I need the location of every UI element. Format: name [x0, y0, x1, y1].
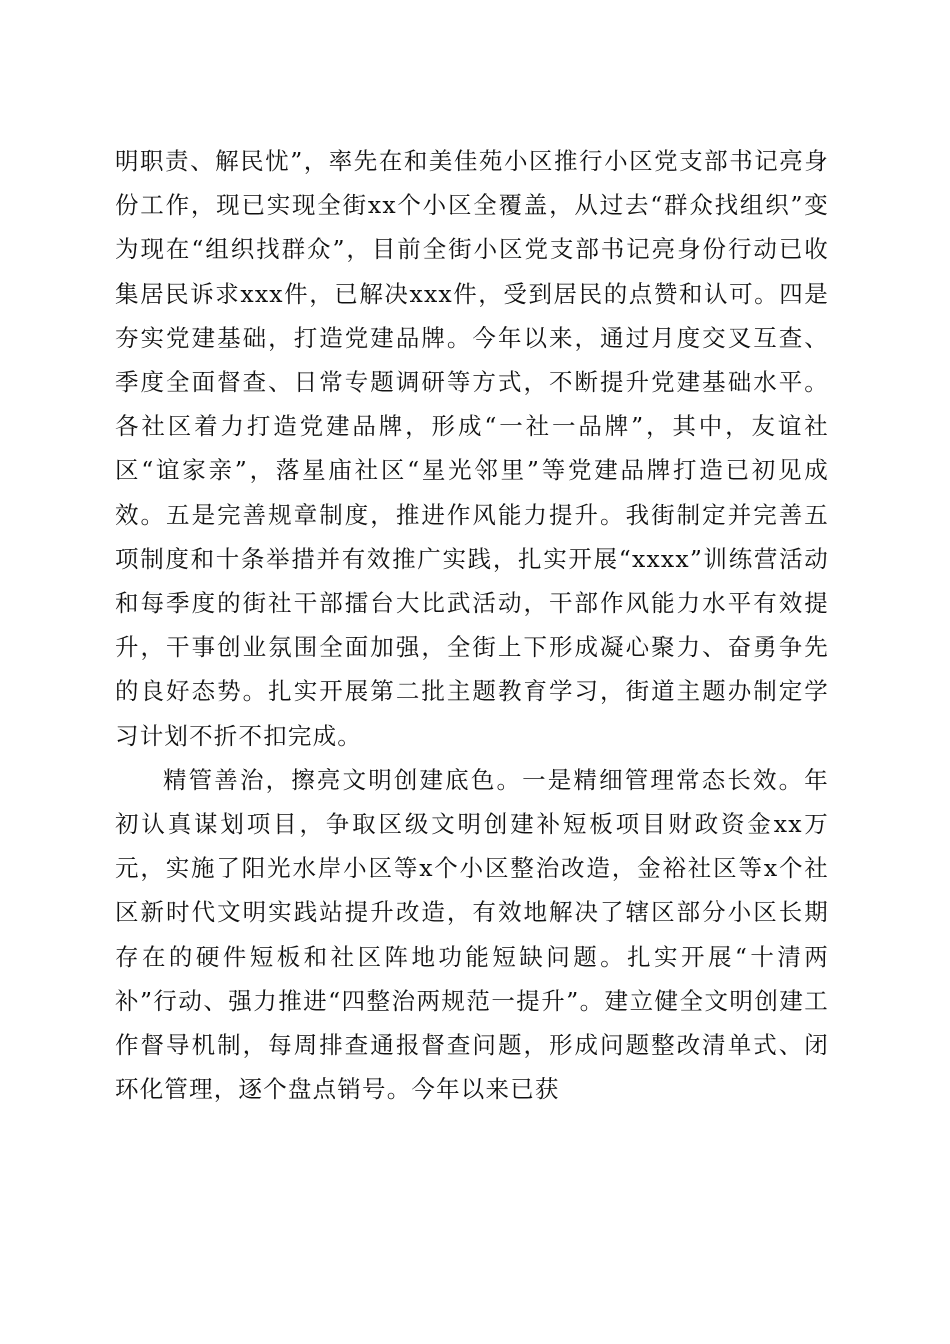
document-body	[115, 139, 829, 1111]
paragraph-party-building: 明职责、解民忧”，率先在和美佳苑小区推行小区党支部书记亮身份工作，现已实现全街xx个小区全覆盖，从过去“群众找组织”变为现在“组织找群众”，目前全街小区党支部书记亮身份行动已收集居民诉求xxx件，已解决xxx件，受到居民的点赞和认可。四是夯实党建基础，打造党建品牌。今年以来，通过月度交叉互查、季度全面督查、日常专题调研等方式，不断提升党建基础水平。各社区着力打造党建品牌，形成“一社一品牌”，其中，友谊社区“谊家亲”，落星庙社区“星光邻里”等党建品牌打造已初见成效。五是完善规章制度，推进作风能力提升。我街制定并完善五项制度和十条举措并有效推广实践，扎实开展“xxxx”训练营活动和每季度的街社干部擂台大比武活动，干部作风能力水平有效提升，干事创业氛围全面加强，全街上下形成凝心聚力、奋勇争先的良好态势。扎实开展第二批主题教育学习，街道主题办制定学习计划不折不扣完成。	[115, 147, 829, 750]
paragraph-civilization-governance: 精管善治，擦亮文明创建底色。一是精细管理常态长效。年初认真谋划项目，争取区级文明创建补短板项目财政资金xx万元，实施了阳光水岸小区等x个小区整治改造，金裕社区等x个社区新时代文明实践站提升改造，有效地解决了辖区部分小区长期存在的硬件短板和社区阵地功能短缺问题。扎实开展“十清两补”行动、强力推进“四整治两规范一提升”。建立健全文明创建工作督导机制，每周排查通报督查问题，形成问题整改清单式、闭环化管理，逐个盘点销号。今年以来已获	[115, 765, 829, 1104]
